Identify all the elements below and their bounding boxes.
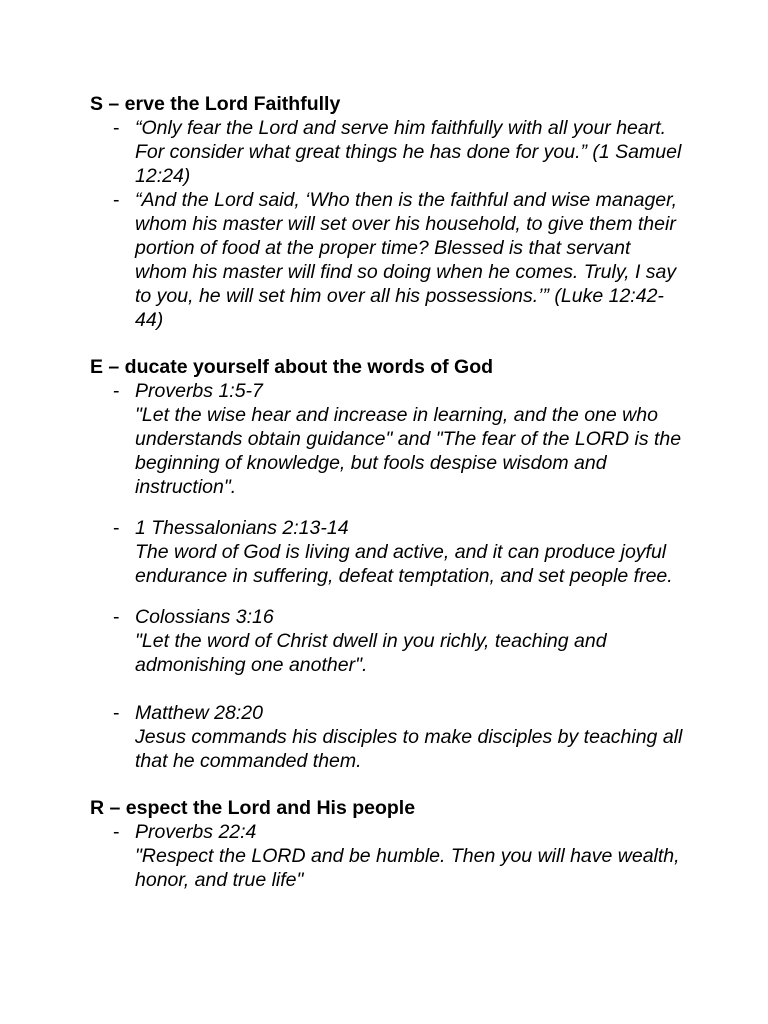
section-heading-educate: E – ducate yourself about the words of God <box>90 356 494 378</box>
list-item <box>90 516 683 588</box>
list-item <box>90 379 683 499</box>
verse-reference: Proverbs 22:4 <box>135 821 257 843</box>
verse-text: "Respect the LORD and be humble. Then you will have wealth, honor, and true life" <box>135 845 680 891</box>
bullet-dash: - <box>113 117 120 139</box>
section-respect-list <box>90 820 688 892</box>
list-item <box>90 188 683 332</box>
verse-text: "Let the wise hear and increase in learning, and the one who understands obtain guidance" and "The fear of the LORD is the beginning of knowledge, but fools despise wisdom and instruction". <box>135 404 682 498</box>
verse-reference: Proverbs 1:5-7 <box>135 380 263 402</box>
section-respect <box>90 796 688 892</box>
bullet-dash: - <box>113 380 120 402</box>
verse-reference: Matthew 28:20 <box>135 702 263 724</box>
bullet-dash: - <box>113 821 120 843</box>
verse-text: “Only fear the Lord and serve him faithfully with all your heart. For consider what great things he has done for you.” (1 Samuel 12:24) <box>135 117 682 187</box>
section-educate-list <box>90 379 688 773</box>
verse-text: “And the Lord said, ‘Who then is the faithful and wise manager, whom his master will set over his household, to give them their portion of food at the proper time? Blessed is that servant whom his master will find so doing when he comes. Truly, I say to you, he will set him over all his possessions.’” (Luke 12:42-44) <box>135 189 677 331</box>
bullet-dash: - <box>113 189 120 211</box>
section-heading-serve: S – erve the Lord Faithfully <box>90 93 341 115</box>
bullet-dash: - <box>113 517 120 539</box>
bullet-dash: - <box>113 606 120 628</box>
list-item <box>90 116 683 188</box>
bullet-dash: - <box>113 702 120 724</box>
section-serve <box>90 92 688 332</box>
verse-text: "Let the word of Christ dwell in you richly, teaching and admonishing one another". <box>135 630 607 676</box>
list-item <box>90 820 683 892</box>
verse-text: The word of God is living and active, and it can produce joyful endurance in suffering, defeat temptation, and set people free. <box>135 541 673 587</box>
list-item <box>90 605 683 677</box>
verse-reference: 1 Thessalonians 2:13-14 <box>135 517 349 539</box>
section-heading-respect: R – espect the Lord and His people <box>90 797 416 819</box>
list-item <box>90 701 683 773</box>
verse-text: Jesus commands his disciples to make disciples by teaching all that he commanded them. <box>135 726 683 772</box>
section-educate <box>90 355 688 773</box>
verse-reference: Colossians 3:16 <box>135 606 274 628</box>
section-serve-list <box>90 116 688 332</box>
